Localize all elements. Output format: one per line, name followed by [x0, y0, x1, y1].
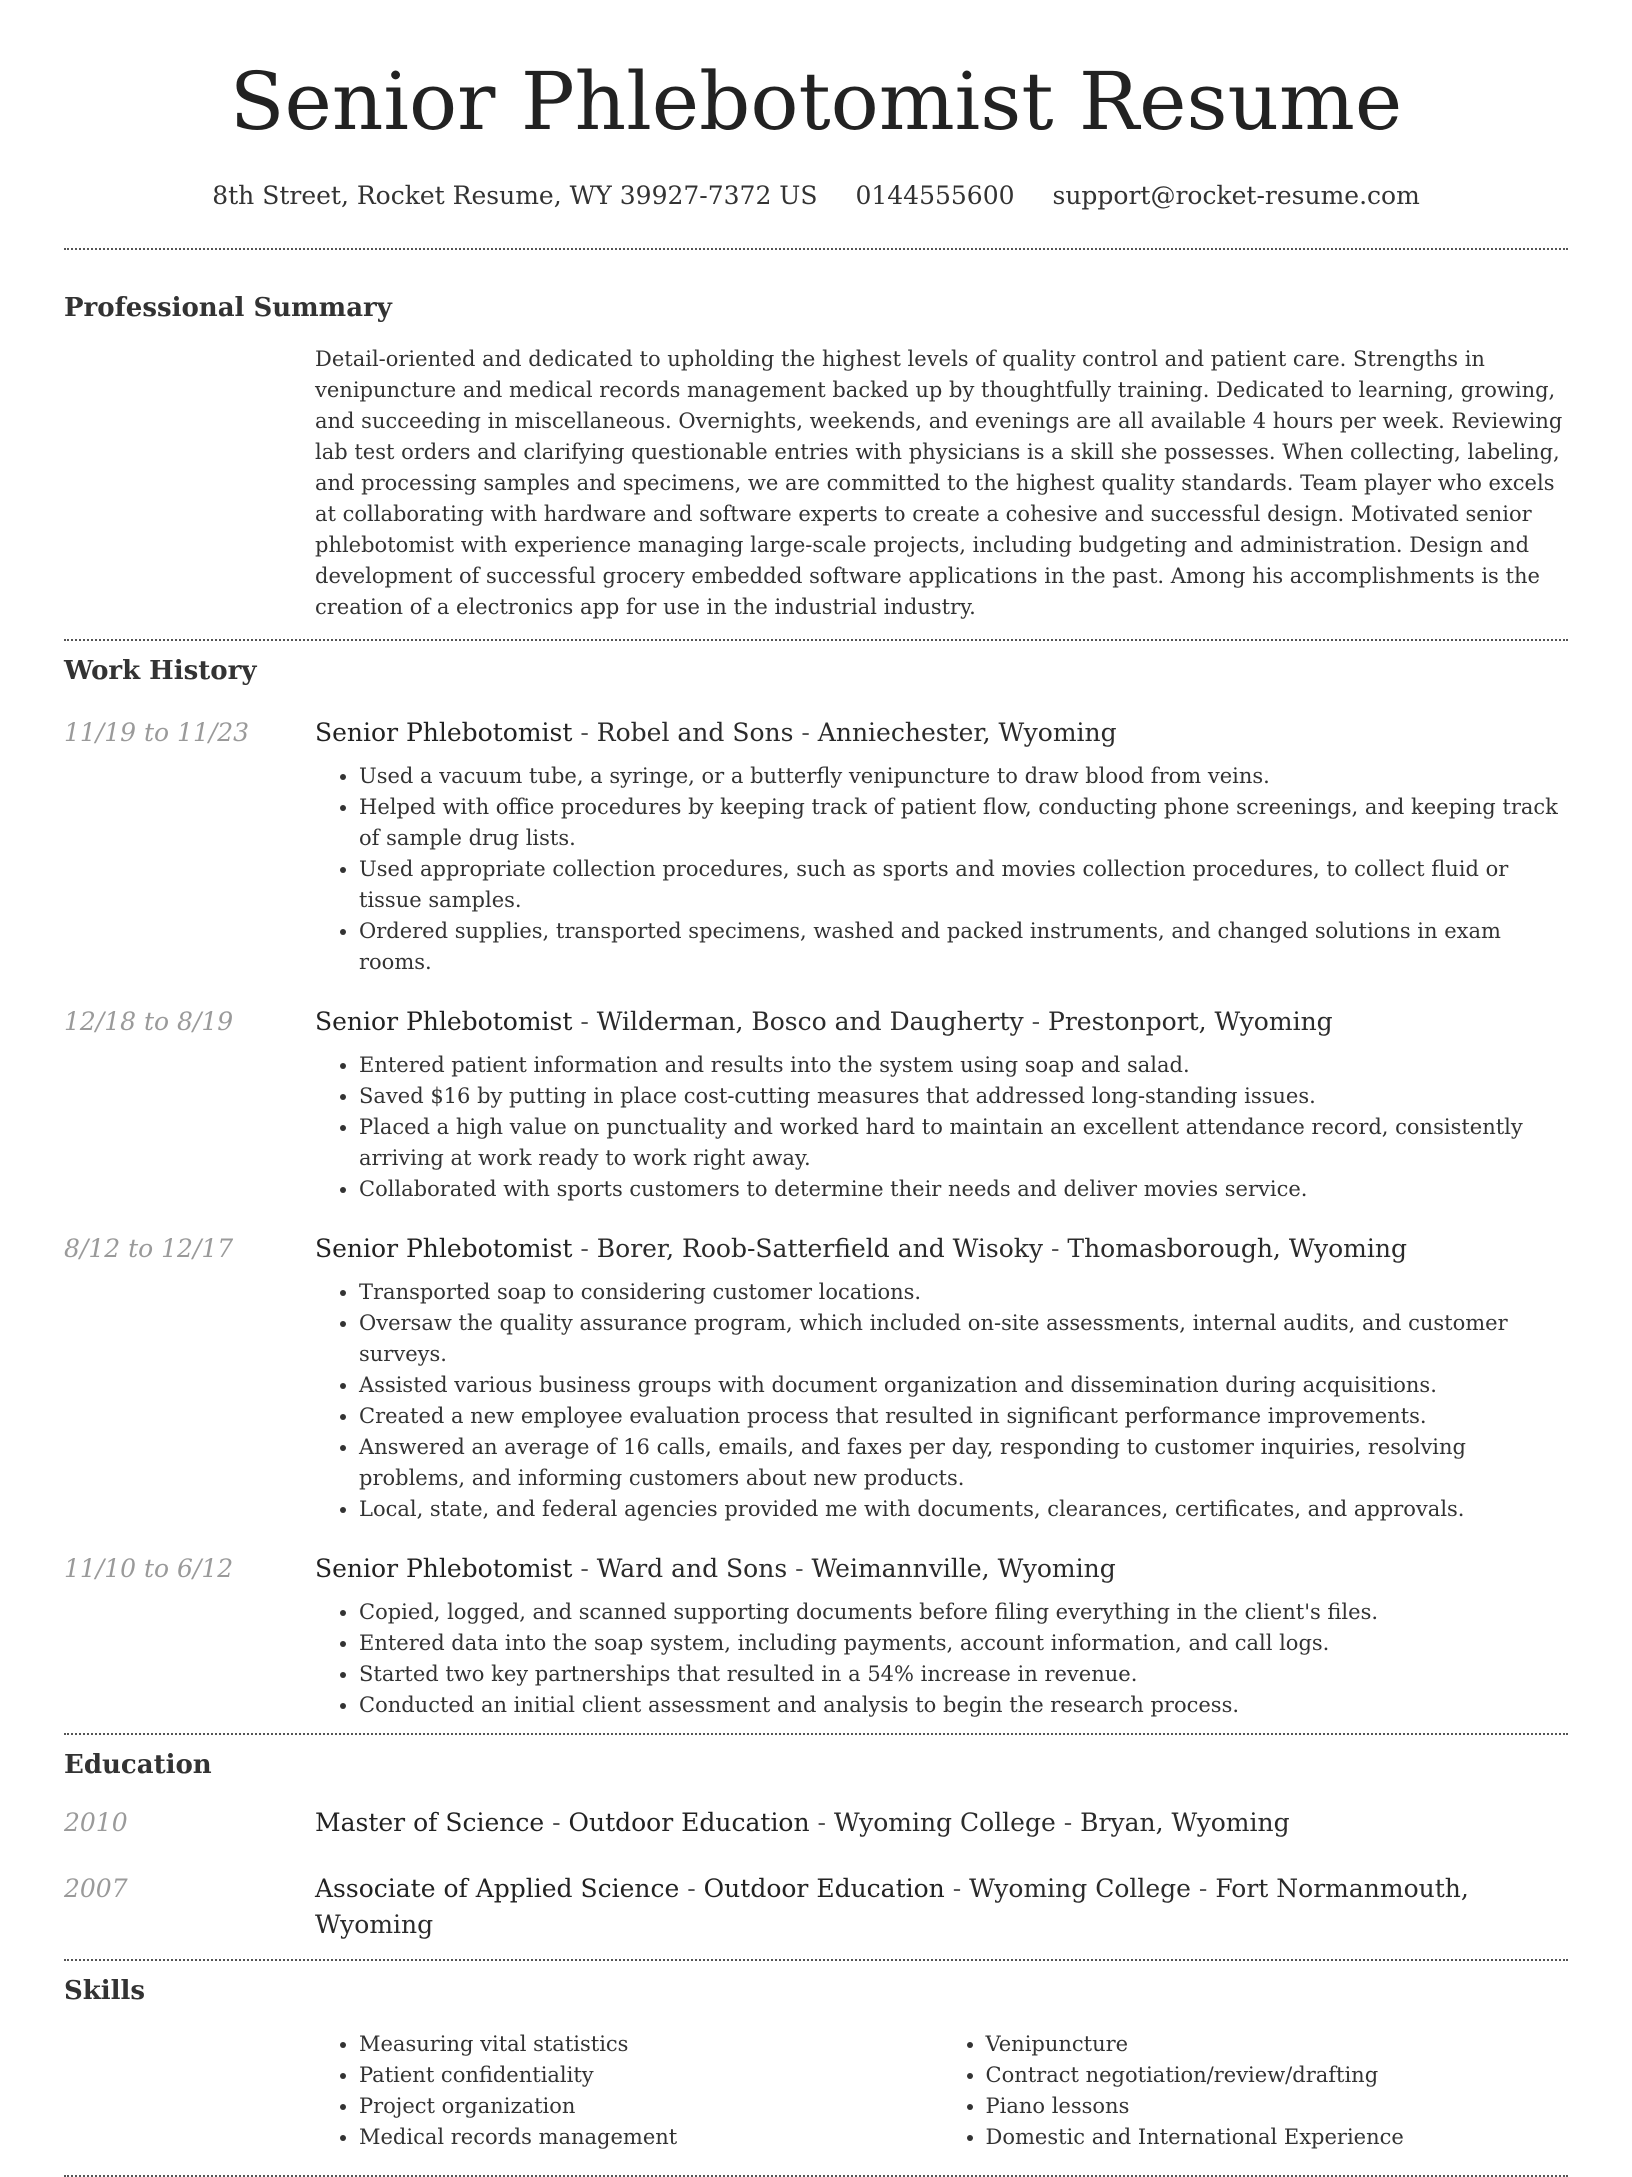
job-entry [64, 1231, 1568, 1525]
section-divider [64, 1959, 1568, 1961]
education-location: Fort Normanmouth, Wyoming [315, 1874, 1469, 1939]
job-bullet: • Started two key partnerships that resulted in a 54% increase in revenue. [359, 1659, 1568, 1690]
job-bullet: • Used a vacuum tube, a syringe, or a butterfly venipuncture to draw blood from veins. [359, 761, 1568, 792]
job-location: Thomasborough, Wyoming [1067, 1234, 1407, 1263]
job-bullet: • Saved $16 by putting in place cost-cutting measures that addressed long-standing issues. [359, 1081, 1568, 1112]
skills-list [315, 2029, 1568, 2153]
job-heading [315, 1004, 1333, 1040]
education-heading-line [315, 1871, 1568, 1943]
separator: - [572, 1234, 597, 1263]
job-location: Anniechester, Wyoming [817, 718, 1117, 747]
job-bullet: • Used appropriate collection procedures, such as sports and movies collection procedures, to collect fluid or tissue samples. [359, 854, 1568, 916]
job-company: Borer, Roob-Satterfield and Wisoky [596, 1234, 1044, 1263]
separator: - [544, 1808, 569, 1837]
job-title: Senior Phlebotomist [315, 1007, 573, 1036]
job-bullet: • Answered an average of 16 calls, emails, and faxes per day, responding to customer inquiries, resolving problems, and informing customers about new products. [359, 1432, 1568, 1494]
job-bullet: • Collaborated with sports customers to determine their needs and deliver movies service. [359, 1174, 1568, 1205]
job-entry [64, 1004, 1568, 1205]
skill-item: • Medical records management [359, 2122, 942, 2153]
education-heading: Education [64, 1750, 212, 1780]
job-bullets [315, 1050, 1568, 1205]
separator: - [809, 1808, 834, 1837]
skills-heading: Skills [64, 1976, 146, 2006]
education-school: Wyoming College [969, 1874, 1191, 1903]
job-heading [315, 1231, 1407, 1267]
separator: - [572, 1007, 597, 1036]
skill-item: • Contract negotiation/review/drafting [986, 2060, 1569, 2091]
section-divider [64, 248, 1568, 250]
job-company: Ward and Sons [596, 1554, 788, 1583]
separator: - [787, 1554, 812, 1583]
job-bullet: • Entered patient information and results into the system using soap and salad. [359, 1050, 1568, 1081]
contact-phone: 0144555600 [855, 181, 1015, 210]
job-dates: 8/12 to 12/17 [64, 1234, 234, 1263]
job-title: Senior Phlebotomist [315, 1554, 573, 1583]
education-year: 2010 [64, 1808, 128, 1837]
job-dates: 12/18 to 8/19 [64, 1007, 234, 1036]
education-entry [64, 1805, 1568, 1841]
separator: - [944, 1874, 970, 1903]
separator: - [679, 1874, 704, 1903]
job-dates: 11/10 to 6/12 [64, 1554, 234, 1583]
job-company: Robel and Sons [596, 718, 794, 747]
education-field: Outdoor Education [703, 1874, 945, 1903]
job-heading [315, 715, 1117, 751]
skills-column-left [315, 2029, 942, 2153]
job-bullet: • Oversaw the quality assurance program, which included on-site assessments, internal audits, and customer surveys. [359, 1308, 1568, 1370]
job-bullet: • Entered data into the soap system, including payments, account information, and call logs. [359, 1628, 1568, 1659]
job-entry [64, 1551, 1568, 1721]
section-divider [64, 639, 1568, 641]
job-bullets [315, 1277, 1568, 1525]
job-bullet: • Placed a high value on punctuality and worked hard to maintain an excellent attendance record, consistently arriving at work ready to work right away. [359, 1112, 1568, 1174]
education-location: Bryan, Wyoming [1080, 1808, 1290, 1837]
education-entry [64, 1871, 1568, 1943]
job-dates: 11/19 to 11/23 [64, 718, 250, 747]
summary-text: Detail-oriented and dedicated to upholding the highest levels of quality control and patient care. Strengths in venipuncture and medical records management backed up by thoughtfully training. Dedicated to learning, growing, and succeeding in miscellaneous. Overnights, weekends, and evenings are all available 4 hours per week. Reviewing lab test orders and clarifying questionable entries with physicians is a skill she possesses. When collecting, labeling, and processing samples and specimens, we are committed to the highest quality standards. Team player who excels at collaborating with hardware and software experts to create a cohesive and successful design. Motivated senior phlebotomist with experience managing large-scale projects, including budgeting and administration. Design and development of successful grocery embedded software applications in the past. Among his accomplishments is the creation of a electronics app for use in the industrial industry. [315, 347, 1563, 619]
job-bullet: • Created a new employee evaluation process that resulted in significant performance improvements. [359, 1401, 1568, 1432]
job-bullets [315, 761, 1568, 978]
skill-item: • Domestic and International Experience [986, 2122, 1569, 2153]
job-bullet: • Conducted an initial client assessment and analysis to begin the research process. [359, 1690, 1568, 1721]
job-bullet: • Ordered supplies, transported specimens, washed and packed instruments, and changed solutions in exam rooms. [359, 916, 1568, 978]
separator: - [1190, 1874, 1216, 1903]
skill-item: • Piano lessons [986, 2091, 1569, 2122]
job-heading [315, 1551, 1116, 1587]
job-location: Weimannville, Wyoming [811, 1554, 1116, 1583]
separator: - [1023, 1007, 1048, 1036]
job-entry [64, 715, 1568, 978]
education-field: Outdoor Education [568, 1808, 810, 1837]
education-school: Wyoming College [833, 1808, 1056, 1837]
contact-address: 8th Street, Rocket Resume, WY 39927-7372 US [212, 181, 818, 210]
job-bullet: • Local, state, and federal agencies provided me with documents, clearances, certificates, and approvals. [359, 1494, 1568, 1525]
section-divider [64, 1733, 1568, 1735]
job-bullets [315, 1597, 1568, 1721]
contact-email: support@rocket-resume.com [1052, 181, 1420, 210]
separator: - [1043, 1234, 1068, 1263]
contact-line [64, 178, 1568, 214]
skills-column-right [942, 2029, 1569, 2153]
job-title: Senior Phlebotomist [315, 718, 573, 747]
resume-title: Senior Phlebotomist Resume [229, 55, 1403, 148]
separator: - [572, 718, 597, 747]
separator: - [793, 718, 818, 747]
job-bullet: • Helped with office procedures by keeping track of patient flow, conducting phone screenings, and keeping track of sample drug lists. [359, 792, 1568, 854]
skill-item: • Measuring vital statistics [359, 2029, 942, 2060]
education-heading-line [315, 1805, 1290, 1841]
summary-heading: Professional Summary [64, 293, 392, 323]
education-year: 2007 [64, 1874, 128, 1903]
skill-item: • Venipuncture [986, 2029, 1569, 2060]
education-degree: Associate of Applied Science [315, 1874, 680, 1903]
job-location: Prestonport, Wyoming [1048, 1007, 1333, 1036]
job-title: Senior Phlebotomist [315, 1234, 573, 1263]
job-bullet: • Assisted various business groups with document organization and dissemination during acquisitions. [359, 1370, 1568, 1401]
separator: - [572, 1554, 597, 1583]
skill-item: • Patient confidentiality [359, 2060, 942, 2091]
job-bullet: • Transported soap to considering customer locations. [359, 1277, 1568, 1308]
job-company: Wilderman, Bosco and Daugherty [596, 1007, 1024, 1036]
skill-item: • Project organization [359, 2091, 942, 2122]
job-bullet: • Copied, logged, and scanned supporting documents before filing everything in the client's files. [359, 1597, 1568, 1628]
separator: - [1055, 1808, 1081, 1837]
education-degree: Master of Science [315, 1808, 545, 1837]
work-history-heading: Work History [64, 656, 257, 686]
